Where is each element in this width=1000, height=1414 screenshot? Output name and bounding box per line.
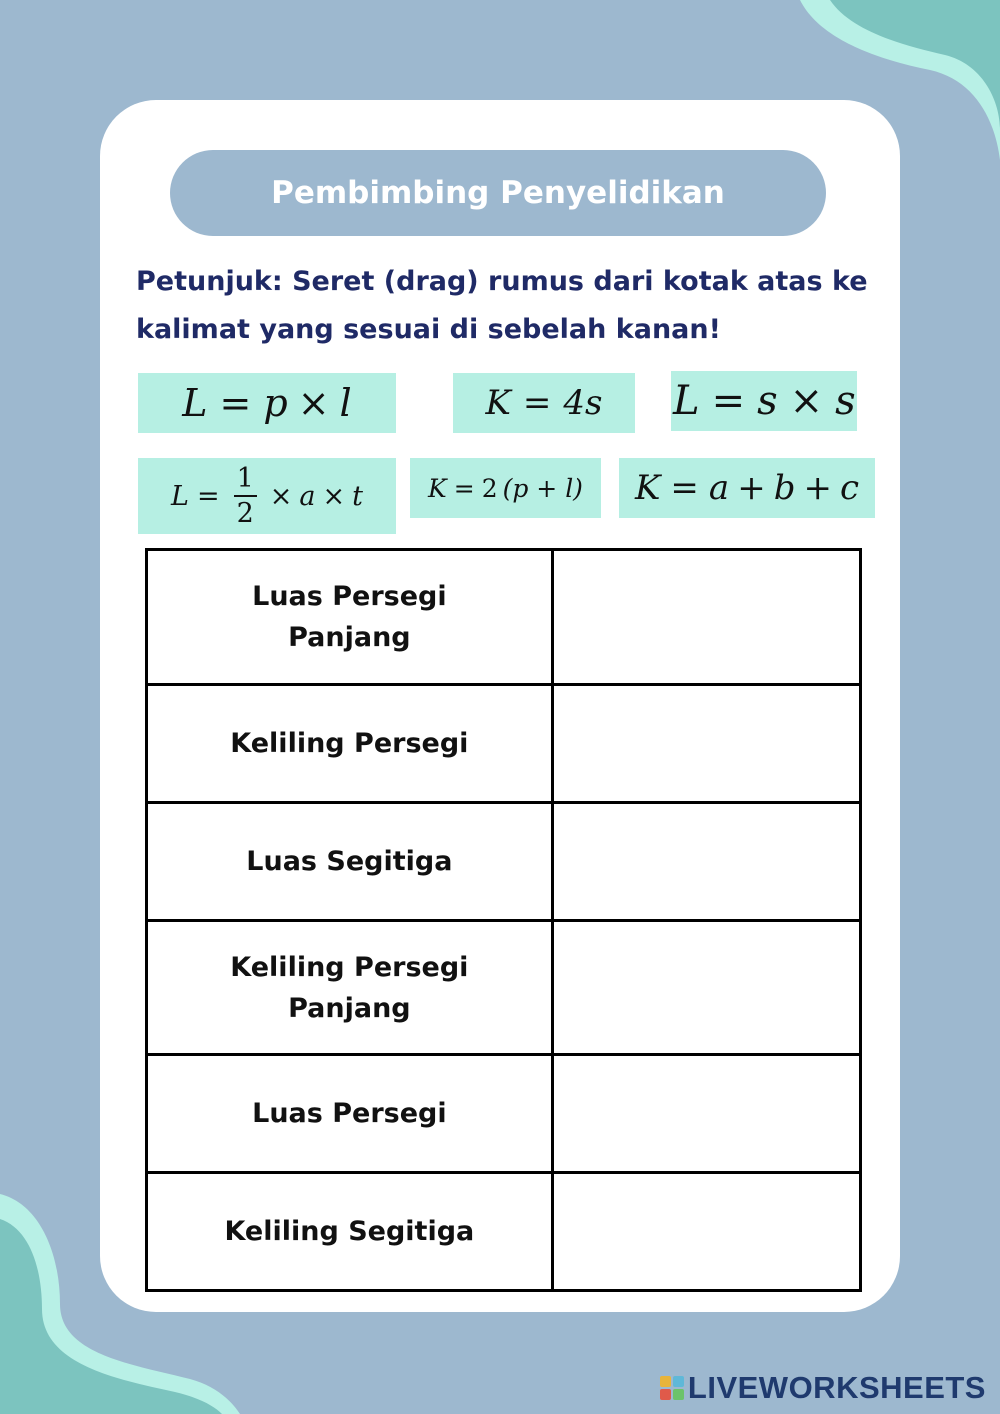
formula-var: t <box>352 480 363 512</box>
formula-rhs: 4s <box>563 383 603 423</box>
formula-var: a <box>708 468 730 508</box>
formula-inner: (p + l) <box>502 473 583 503</box>
formula-var: s <box>835 378 856 424</box>
formula-op: × <box>269 480 293 512</box>
formula-op: × <box>297 381 330 425</box>
formula-eq: = <box>453 473 475 503</box>
drop-zone-luas-segitiga[interactable] <box>552 803 860 921</box>
formula-chip-keliling-persegi[interactable] <box>453 373 635 433</box>
table-row <box>147 803 861 921</box>
table-row <box>147 1055 861 1173</box>
drop-zone-keliling-persegi[interactable] <box>552 685 860 803</box>
formula-eq: = <box>196 480 220 512</box>
row-label: Luas Persegi <box>147 1055 553 1173</box>
formula-var: a <box>299 480 316 512</box>
liveworksheets-logo-icon <box>660 1376 684 1400</box>
drop-zone-luas-persegi[interactable] <box>552 1055 860 1173</box>
brand-name: LIVEWORKSHEETS <box>687 1370 986 1405</box>
page-title: Pembimbing Penyelidikan <box>170 150 826 236</box>
row-label: Keliling Persegi <box>147 685 553 803</box>
formula-lhs: L <box>171 480 189 512</box>
table-row <box>147 1173 861 1291</box>
formula-eq: = <box>219 381 252 425</box>
formula-eq: = <box>522 383 552 423</box>
formula-var: s <box>757 378 778 424</box>
formula-op: × <box>322 480 346 512</box>
drop-zone-keliling-segitiga[interactable] <box>552 1173 860 1291</box>
row-label: Keliling Segitiga <box>147 1173 553 1291</box>
row-label: Luas Persegi Panjang <box>147 550 553 685</box>
formula-lhs: L <box>673 378 700 424</box>
formula-lhs: L <box>182 381 208 425</box>
fraction <box>234 465 257 527</box>
formula-chip-keliling-segitiga[interactable] <box>619 458 875 518</box>
formula-chip-luas-segitiga[interactable] <box>138 458 396 534</box>
formula-op: × <box>789 378 824 424</box>
formula-eq: = <box>711 378 746 424</box>
formula-op: + <box>737 468 766 508</box>
row-label: Keliling Persegi Panjang <box>147 921 553 1055</box>
fraction-numerator: 1 <box>234 465 257 497</box>
formula-var: b <box>773 468 796 508</box>
formula-lhs: K <box>485 383 511 423</box>
formula-var: l <box>339 381 352 425</box>
formula-chip-luas-persegi[interactable] <box>671 371 857 431</box>
table-row <box>147 685 861 803</box>
table-row <box>147 550 861 685</box>
formula-var: p <box>263 381 288 425</box>
instruction-text: Petunjuk: Seret (drag) rumus dari kotak atas ke kalimat yang sesuai di sebelah kanan! <box>136 266 868 345</box>
formula-chip-keliling-persegi-panjang[interactable] <box>410 458 601 518</box>
row-label: Luas Segitiga <box>147 803 553 921</box>
formula-lhs: K <box>635 468 661 508</box>
drop-zone-keliling-persegi-panjang[interactable] <box>552 921 860 1055</box>
fraction-denominator: 2 <box>236 498 254 529</box>
formula-chip-luas-persegi-panjang[interactable] <box>138 373 396 433</box>
table-row <box>147 921 861 1055</box>
formula-coef: 2 <box>481 473 498 503</box>
formula-lhs: K <box>428 473 447 503</box>
formula-eq: = <box>670 468 699 508</box>
brand-logo[interactable] <box>660 1370 986 1406</box>
drop-zone-luas-persegi-panjang[interactable] <box>552 550 860 685</box>
formula-op: + <box>803 468 832 508</box>
formula-var: c <box>839 468 859 508</box>
matching-table <box>145 548 862 1292</box>
